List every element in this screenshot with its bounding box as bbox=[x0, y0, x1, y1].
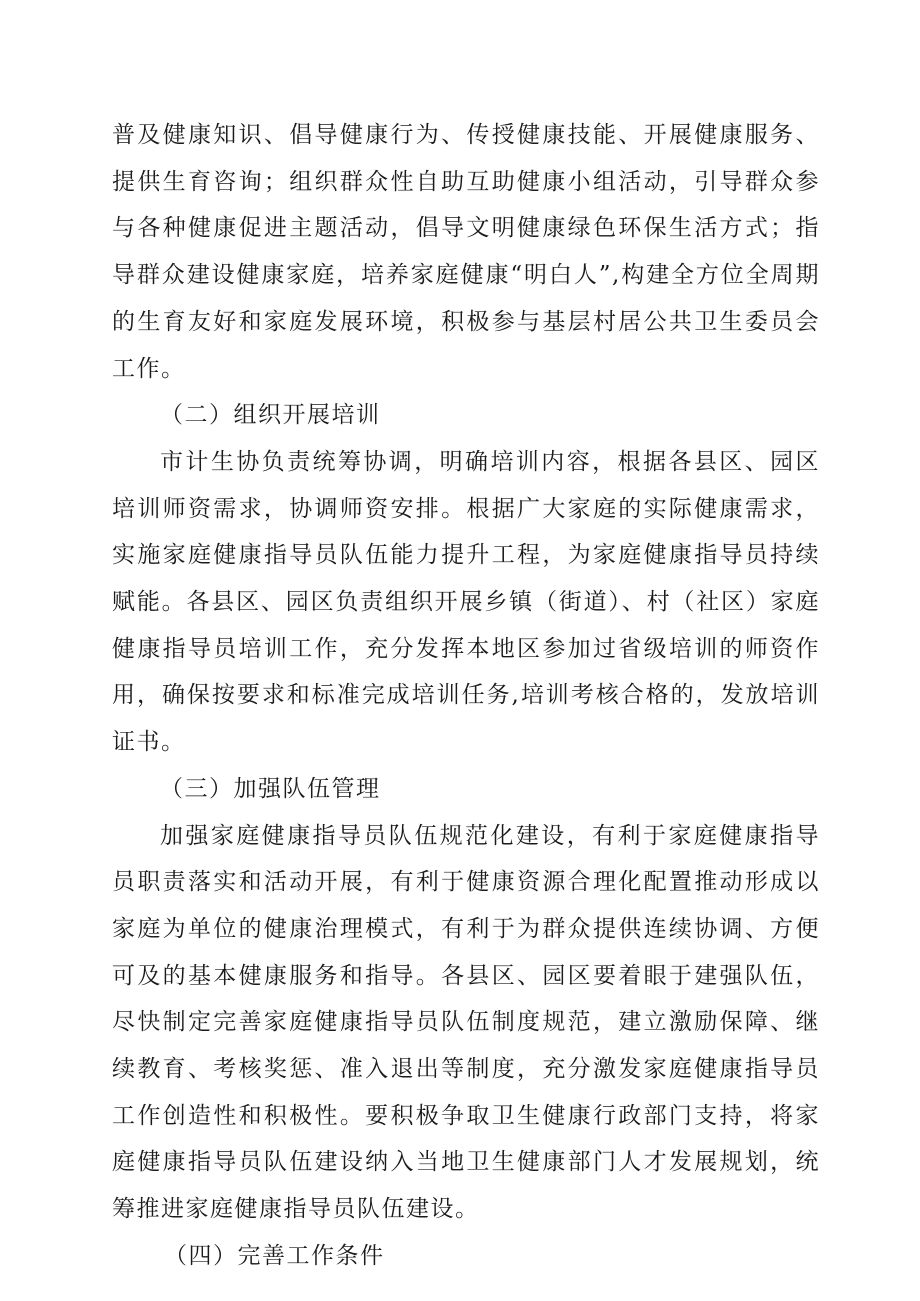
document-body bbox=[112, 112, 820, 1280]
section-heading-training: （二）组织开展培训 bbox=[160, 402, 381, 429]
paragraph-training: 市计生协负责统筹协调，明确培训内容，根据各县区、园区培训师资需求，协调师资安排。根据广大家庭的实际健康需求，实施家庭健康指导员队伍能力提升工程，为家庭健康指导员持续赋能。各县区、园区负责组织开展乡镇（街道）、村（社区）家庭健康指导员培训工作，充分发挥本地区参加过省级培训的师资作用，确保按要求和标准完成培训任务,培训考核合格的，发放培训证书。 bbox=[112, 448, 820, 756]
section-heading-team-management: （三）加强队伍管理 bbox=[160, 775, 381, 802]
paragraph-team-management: 加强家庭健康指导员队伍规范化建设，有利于家庭健康指导员职责落实和活动开展，有利于健康资源合理化配置推动形成以家庭为单位的健康治理模式，有利于为群众提供连续协调、方便可及的基本健康服务和指导。各县区、园区要着眼于建强队伍，尽快制定完善家庭健康指导员队伍制度规范，建立激励保障、继续教育、考核奖惩、准入退出等制度，充分激发家庭健康指导员工作创造性和积极性。要积极争取卫生健康行政部门支持，将家庭健康指导员队伍建设纳入当地卫生健康部门人才发展规划，统筹推进家庭健康指导员队伍建设。 bbox=[112, 822, 820, 1223]
section-heading-work-conditions: （四）完善工作条件 bbox=[164, 1242, 385, 1269]
paragraph-continued-duties: 普及健康知识、倡导健康行为、传授健康技能、开展健康服务、提供生育咨询；组织群众性自助互助健康小组活动，引导群众参与各种健康促进主题活动，倡导文明健康绿色环保生活方式；指导群众建设健康家庭，培养家庭健康“明白人”,构建全方位全周期的生育友好和家庭发展环境，积极参与基层村居公共卫生委员会工作。 bbox=[112, 122, 820, 382]
